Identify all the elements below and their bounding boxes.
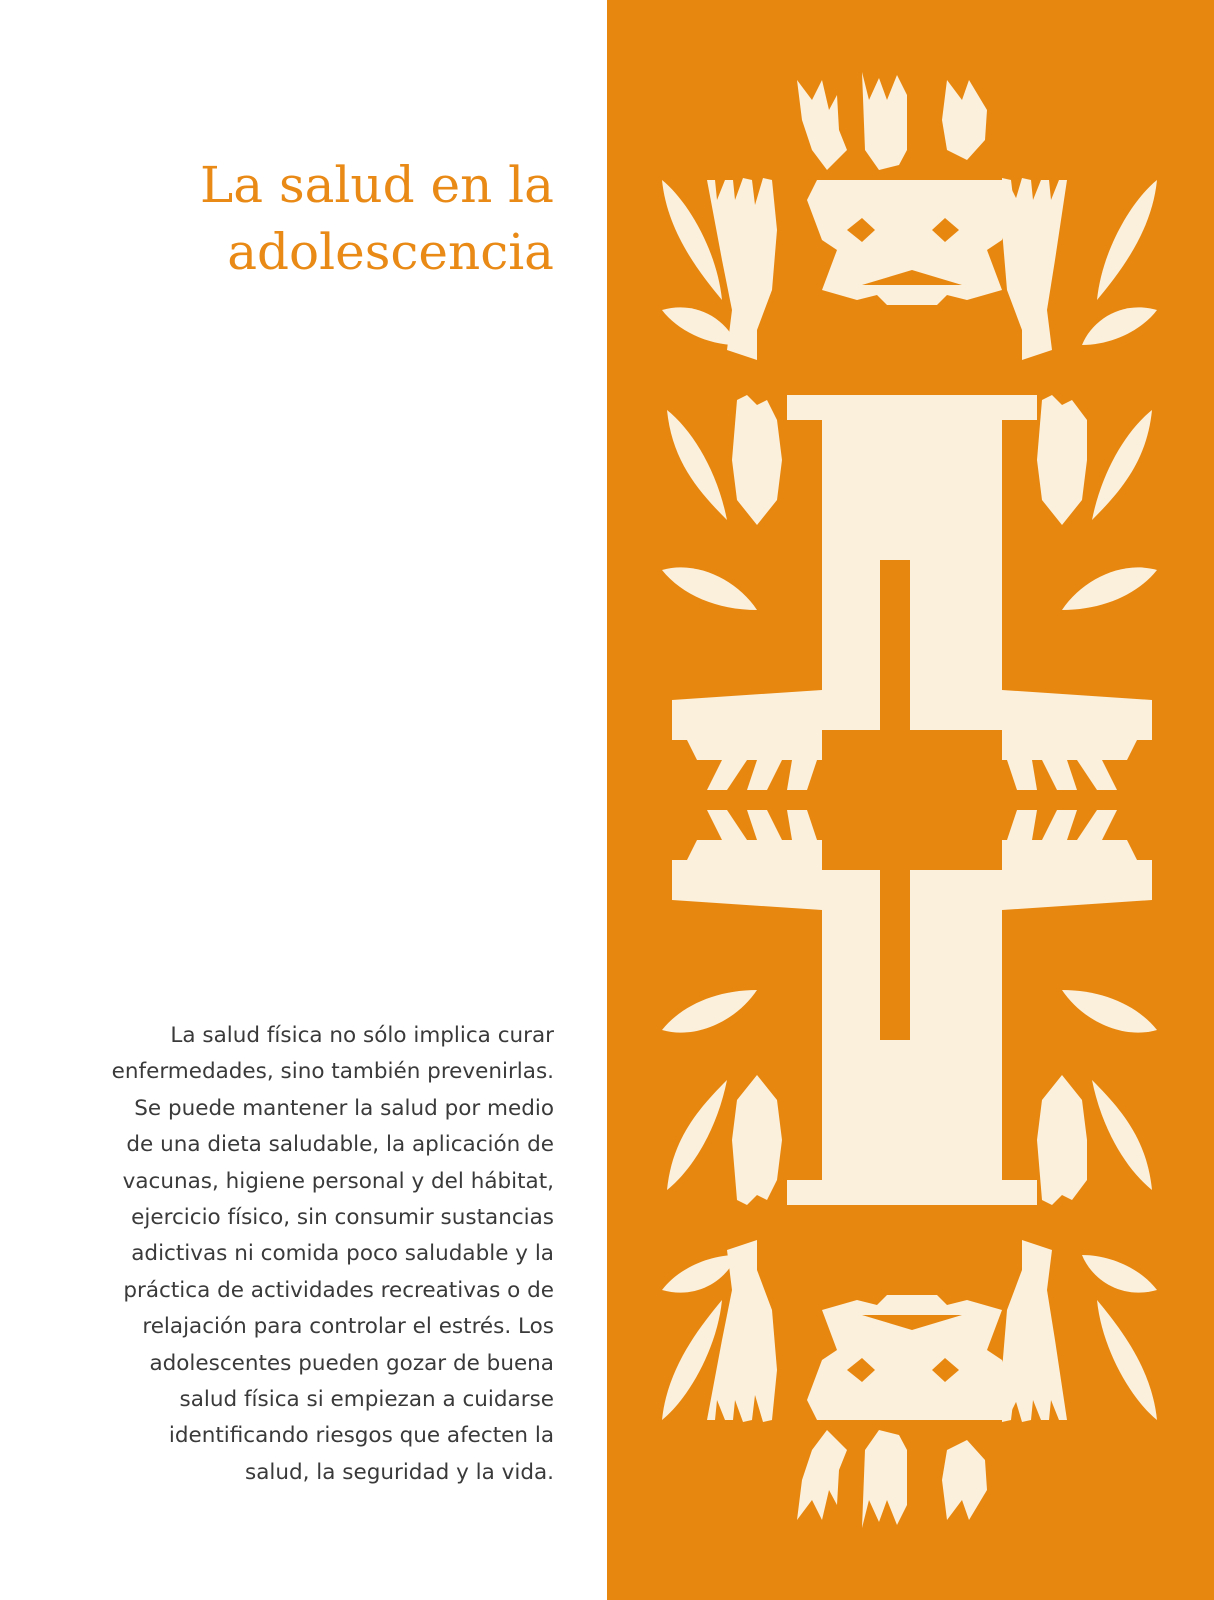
body-line: de una dieta saludable, la aplicación de bbox=[126, 1132, 554, 1158]
body-line: relajación para controlar el estrés. Los bbox=[142, 1314, 554, 1340]
body-line: adolescentes pueden gozar de buena bbox=[149, 1350, 554, 1376]
body-paragraph bbox=[34, 1018, 554, 1491]
papel-picado-figure-icon bbox=[607, 0, 1214, 1600]
body-line: identificando riesgos que afecten la bbox=[168, 1423, 554, 1449]
decorative-panel bbox=[607, 0, 1214, 1600]
page-title-line-2: adolescencia bbox=[227, 223, 554, 281]
body-line: La salud física no sólo implica curar bbox=[170, 1023, 554, 1048]
page-title bbox=[34, 152, 554, 286]
body-line: ejercicio físico, sin consumir sustancias bbox=[131, 1205, 554, 1231]
page-title-line-1: La salud en la bbox=[200, 156, 554, 214]
body-line: adictivas ni comida poco saludable y la bbox=[131, 1241, 554, 1267]
body-line: enfermedades, sino también prevenirlas. bbox=[111, 1059, 554, 1085]
body-line: salud física si empiezan a cuidarse bbox=[179, 1387, 554, 1413]
body-line: salud, la seguridad y la vida. bbox=[245, 1459, 554, 1485]
body-line: vacunas, higiene personal y del hábitat, bbox=[122, 1168, 554, 1194]
body-line: práctica de actividades recreativas o de bbox=[123, 1277, 554, 1303]
body-line: Se puede mantener la salud por medio bbox=[134, 1095, 554, 1121]
